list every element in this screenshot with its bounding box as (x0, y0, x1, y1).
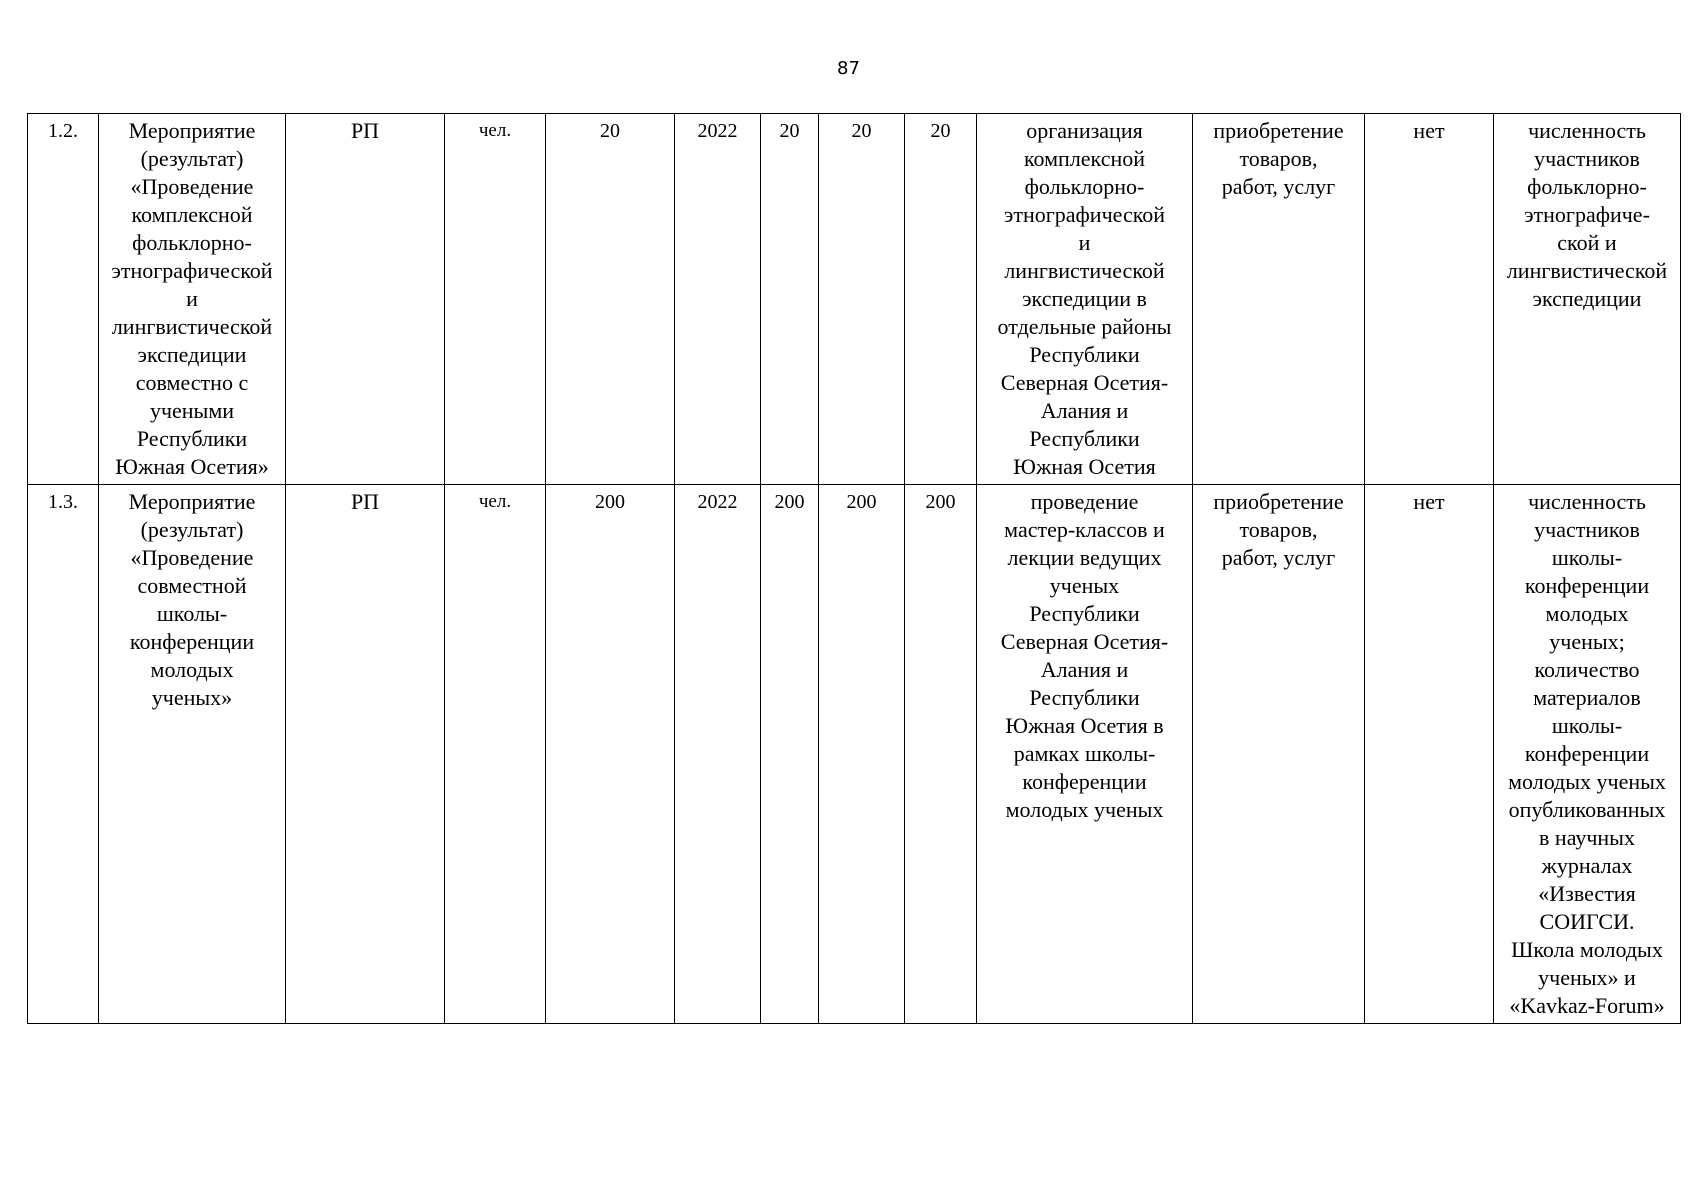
cell-line: проведение (1030, 489, 1139, 514)
cell-line: экспедиции в (1022, 286, 1147, 311)
cell-line: работ, услуг (1221, 174, 1336, 199)
measures-table (27, 113, 1681, 1024)
cell-line: комплексной (131, 202, 253, 227)
cell-line: «Известия (1538, 881, 1636, 906)
cell-line: приобретение (1213, 118, 1344, 143)
cell-line: лингвистической (1506, 258, 1668, 283)
cell-line: Алания и (1040, 657, 1129, 682)
cell-line: СОИГСИ. (1539, 909, 1635, 934)
cell-line: экспедиции (137, 342, 247, 367)
cell-line: Республики (1029, 426, 1140, 451)
cell-value-2: 200 (819, 485, 905, 1024)
cell-line: фольклорно- (1024, 174, 1145, 199)
cell-flag: нет (1365, 114, 1494, 485)
cell-line: Северная Осетия- (1000, 629, 1169, 654)
cell-line: ученых (1049, 573, 1120, 598)
cell-description (977, 114, 1193, 485)
cell-line: (результат) (140, 517, 244, 542)
cell-line: рамках школы- (1013, 741, 1156, 766)
cell-line: конференции (1524, 741, 1650, 766)
cell-line: работ, услуг (1221, 545, 1336, 570)
cell-line: школы- (1551, 545, 1623, 570)
cell-year: 2022 (675, 114, 761, 485)
cell-indicator (1494, 485, 1681, 1024)
cell-value-1: 200 (761, 485, 819, 1024)
cell-line: лингвистической (1004, 258, 1165, 283)
cell-line: материалов (1533, 685, 1641, 710)
cell-line: ученых» (151, 685, 233, 710)
cell-line: «Проведение (130, 545, 254, 570)
cell-line: участников (1534, 517, 1640, 542)
table-row (28, 485, 1681, 1024)
cell-event (99, 485, 286, 1024)
cell-procurement (1193, 485, 1365, 1024)
cell-line: «Проведение (130, 174, 254, 199)
cell-value-3: 20 (905, 114, 977, 485)
cell-indicator (1494, 114, 1681, 485)
cell-line: конференции (129, 629, 255, 654)
cell-line: отдельные районы (997, 314, 1172, 339)
cell-line: Южная Осетия в (1005, 713, 1164, 738)
cell-line: и (186, 286, 198, 311)
cell-line: Южная Осетия» (115, 454, 269, 479)
cell-line: фольклорно- (132, 230, 252, 255)
cell-line: этнографической (111, 258, 273, 283)
cell-line: школы- (1551, 713, 1623, 738)
cell-line: лекции ведущих (1007, 545, 1162, 570)
cell-line: молодых (1545, 601, 1629, 626)
cell-line: ученых; (1549, 629, 1625, 654)
cell-line: молодых ученых (1508, 769, 1666, 794)
cell-line: молодых ученых (1005, 797, 1164, 822)
cell-line: конференции (1022, 769, 1147, 794)
cell-year: 2022 (675, 485, 761, 1024)
cell-line: журналах (1541, 853, 1633, 878)
cell-number: 1.3. (28, 485, 99, 1024)
cell-line: ученых» и (1538, 965, 1636, 990)
cell-line: конференции (1524, 573, 1650, 598)
cell-unit: чел. (445, 114, 546, 485)
cell-line: совместно с (135, 370, 249, 395)
cell-line: и (1078, 230, 1091, 255)
cell-line: Мероприятие (128, 118, 256, 143)
cell-value-2: 20 (819, 114, 905, 485)
cell-line: (результат) (140, 146, 244, 171)
cell-line: приобретение (1213, 489, 1344, 514)
cell-line: этнографической (1003, 202, 1166, 227)
cell-line: лингвистической (111, 314, 273, 339)
cell-base-value: 20 (546, 114, 675, 485)
cell-base-value: 200 (546, 485, 675, 1024)
cell-number: 1.2. (28, 114, 99, 485)
cell-line: совместной (137, 573, 247, 598)
cell-line: Республики (1029, 685, 1140, 710)
cell-value-3: 200 (905, 485, 977, 1024)
cell-line: школы- (156, 601, 228, 626)
cell-unit: чел. (445, 485, 546, 1024)
cell-line: учеными (149, 398, 235, 423)
cell-line: комплексной (1023, 146, 1146, 171)
cell-line: численность (1528, 118, 1646, 143)
cell-description (977, 485, 1193, 1024)
cell-value-1: 20 (761, 114, 819, 485)
cell-line: экспедиции (1532, 286, 1642, 311)
cell-line: организация (1026, 118, 1143, 143)
cell-line: этнографиче- (1524, 202, 1650, 227)
cell-line: Мероприятие (128, 489, 256, 514)
cell-event (99, 114, 286, 485)
cell-line: Алания и (1040, 398, 1129, 423)
page-number: 87 (837, 58, 860, 79)
cell-line: Республики (1029, 601, 1140, 626)
cell-line: Северная Осетия- (1000, 370, 1169, 395)
cell-flag: нет (1365, 485, 1494, 1024)
cell-line: «Kavkaz-Forum» (1509, 993, 1665, 1018)
cell-line: товаров, (1239, 517, 1318, 542)
cell-line: Южная Осетия (1013, 454, 1156, 479)
cell-line: участников (1534, 146, 1640, 171)
cell-line: товаров, (1239, 146, 1318, 171)
cell-line: Республики (136, 426, 248, 451)
cell-line: ской и (1557, 230, 1617, 255)
cell-line: мастер-классов и (1004, 517, 1165, 542)
cell-type: РП (286, 114, 445, 485)
cell-line: количество (1534, 657, 1640, 682)
cell-line: Республики (1029, 342, 1140, 367)
table-row (28, 114, 1681, 485)
cell-line: молодых (150, 657, 234, 682)
cell-line: опубликованных (1508, 797, 1666, 822)
cell-type: РП (286, 485, 445, 1024)
cell-line: в научных (1539, 825, 1635, 850)
cell-line: Школа молодых (1511, 937, 1663, 962)
cell-line: численность (1528, 489, 1646, 514)
cell-line: фольклорно- (1527, 174, 1647, 199)
cell-procurement (1193, 114, 1365, 485)
